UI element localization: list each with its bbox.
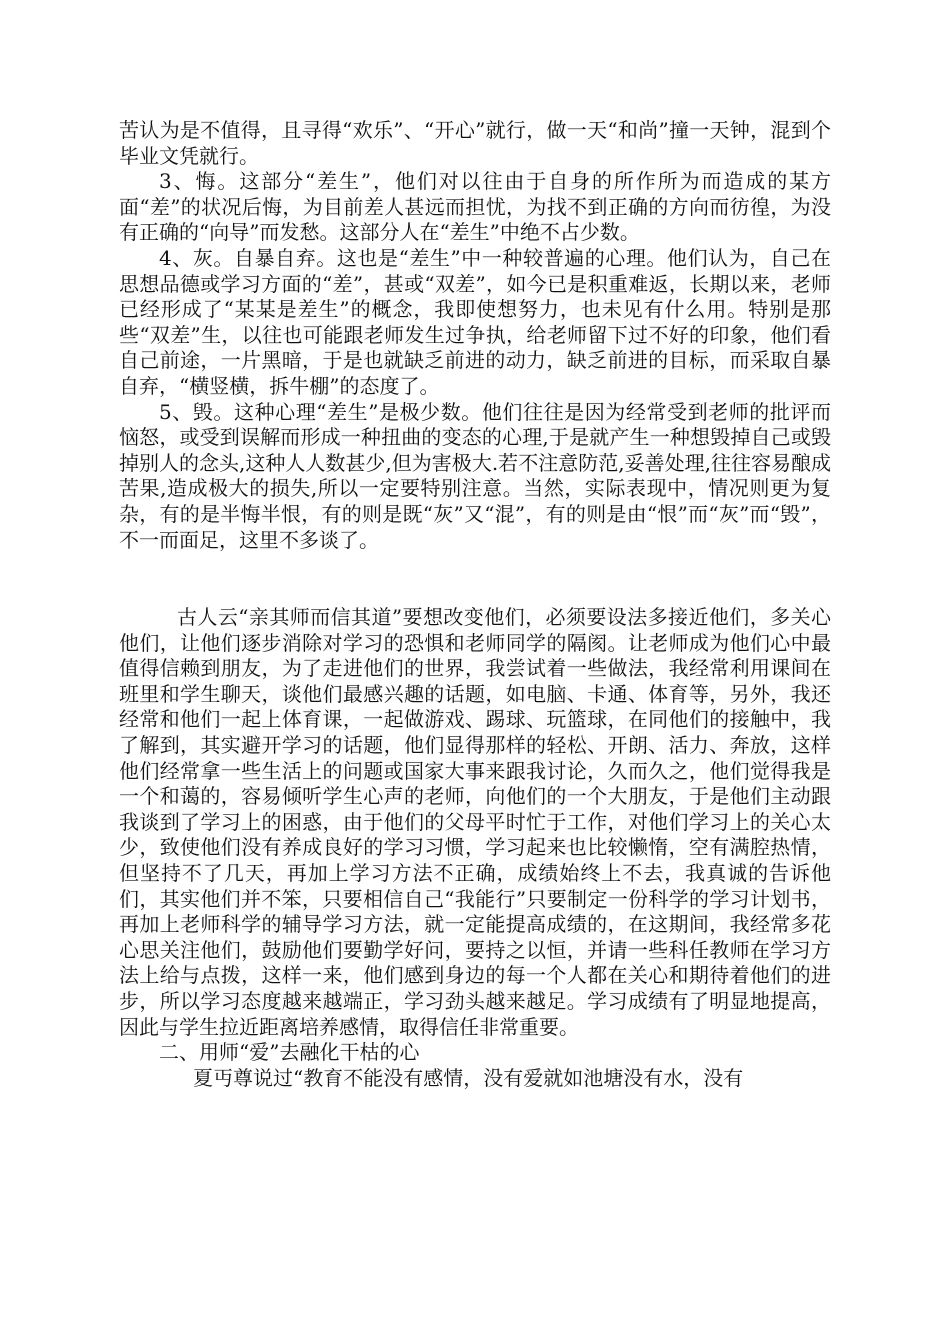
paragraph-gap [119, 553, 831, 605]
paragraph-item-5-destroy: 5、毁。这种心理“差生”是极少数。他们往往是因为经常受到老师的批评而恼怒，或受到误解而形成一种扭曲的变态的心理,于是就产生一种想毁掉自己或毁掉别人的念头,这种人人数甚少,但为害极大.若不注意防范,妥善处理,往往容易酿成苦果,造成极大的损失,所以一定要特别注意。当然，实际表现中，情况则更为复杂，有的是半悔半恨，有的则是既“灰”又“混”，有的则是由“恨”而“灰”而“毁”，不一而面足，这里不多谈了。 [119, 399, 831, 552]
document-page [119, 118, 831, 1091]
paragraph-item-3-regret: 3、悔。这部分“差生”，他们对以往由于自身的所作所为而造成的某方面“差”的状况后悔，为目前差人甚远而担忧，为找不到正确的方向而彷徨，为没有正确的“向导”而发愁。这部分人在“差生”中绝不占少数。 [119, 169, 831, 245]
paragraph-item-4-despair: 4、灰。自暴自弃。这也是“差生”中一种较普遍的心理。他们认为，自己在思想品德或学习方面的“差”，甚或“双差”，如今已是积重难返，长期以来，老师已经形成了“某某是差生”的概念，我即使想努力，也未见有什么用。特别是那些“双差”生，以往也可能跟老师发生过争执，给老师留下过不好的印象，他们看自己前途，一片黑暗，于是也就缺乏前进的动力，缺乏前进的目标，而采取自暴自弃，“横竖横，拆牛棚”的态度了。 [119, 245, 831, 398]
paragraph-quote-start: 夏丏尊说过“教育不能没有感情，没有爱就如池塘没有水，没有 [193, 1065, 744, 1090]
section-heading-two: 二、用师“爱”去融化干枯的心 [159, 1040, 420, 1065]
paragraph-approach-students: 古人云“亲其师而信其道”要想改变他们，必须要设法多接近他们，多关心他们，让他们逐步消除对学习的恐惧和老师同学的隔阂。让老师成为他们心中最值得信赖到朋友，为了走进他们的世界，我尝试着一些做法，我经常利用课间在班里和学生聊天，谈他们最感兴趣的话题，如电脑、卡通、体育等，另外，我还经常和他们一起上体育课，一起做游戏、踢球、玩篮球，在同他们的接触中，我了解到，其实避开学习的话题，他们显得那样的轻松、开朗、活力、奔放，这样他们经常拿一些生活上的问题或国家大事来跟我讨论，久而久之，他们觉得我是一个和蔼的，容易倾听学生心声的老师，向他们的一个大朋友，于是他们主动跟我谈到了学习上的困惑，由于他们的父母平时忙于工作，对他们学习上的关心太少，致使他们没有养成良好的学习习惯，学习起来也比较懒惰，空有满腔热情，但坚持不了几天，再加上学习方法不正确，成绩始终上不去，我真诚的告诉他们，其实他们并不笨，只要相信自己“我能行”只要制定一份科学的学习计划书，再加上老师科学的辅导学习方法，就一定能提高成绩的，在这期间，我经常多花心思关注他们，鼓励他们要勤学好问，要持之以恒，并请一些科任教师在学习方法上给与点拨，这样一来，他们感到身边的每一个人都在关心和期待着他们的进步，所以学习态度越来越端正，学习劲头越来越足。学习成绩有了明显地提高，因此与学生拉近距离培养感情，取得信任非常重要。 [119, 605, 831, 1039]
paragraph-continuation: 苦认为是不值得，且寻得“欢乐”、“开心”就行，做一天“和尚”撞一天钟，混到个毕业文凭就行。 [119, 118, 831, 168]
